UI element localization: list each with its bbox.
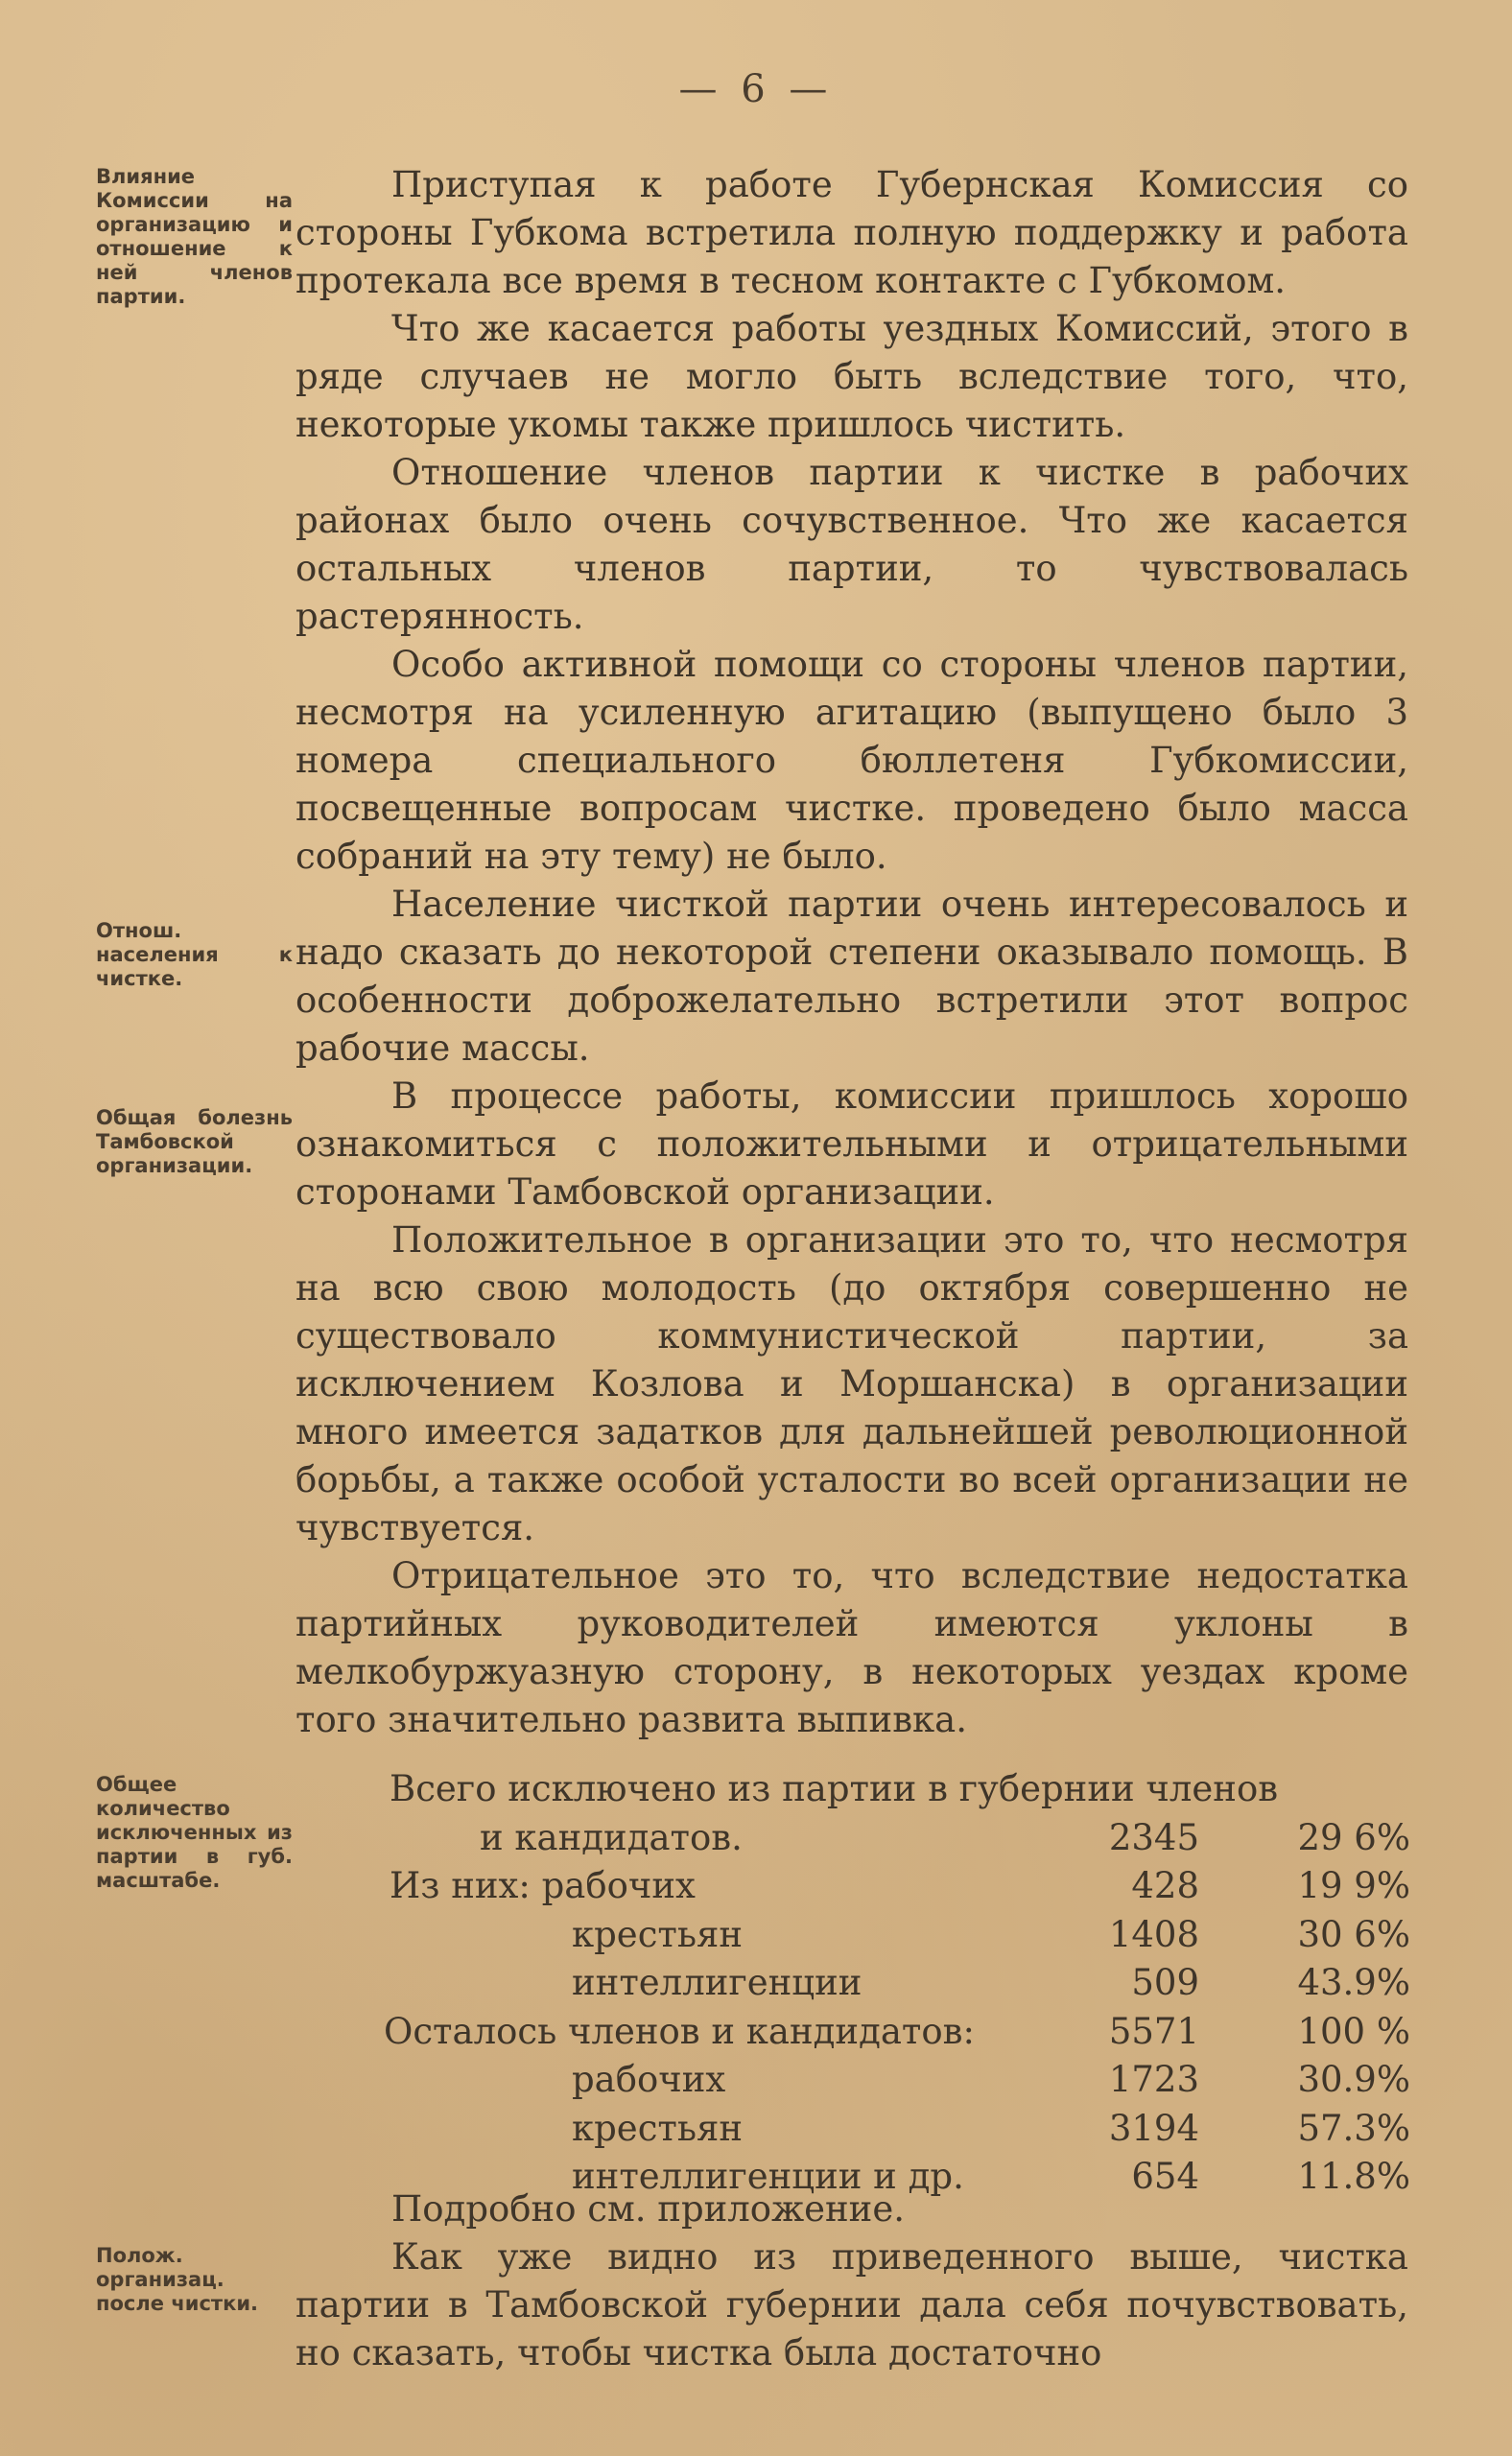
stats-header-row <box>384 1765 1410 1814</box>
row-label: Из них: рабочих <box>390 1865 696 1906</box>
table-row <box>384 1911 1410 1960</box>
row-percent: 29 6% <box>1297 1816 1410 1858</box>
row-percent: 30.9% <box>1297 2059 1410 2100</box>
paragraph: В процессе работы, комиссии пришлось хорошо ознакомиться с положительными и отрицательными сторонами Тамбовской организации. <box>295 1075 1408 1213</box>
margin-note-population-attitude: Отнош. населения к чистке. <box>96 919 293 990</box>
table-row <box>384 1814 1410 1863</box>
table-row <box>384 2056 1410 2105</box>
row-percent: 19 9% <box>1297 1865 1410 1906</box>
paragraph: Положительное в организации это то, что несмотря на всю свою молодость (до октября совершенно не существовало коммунистической партии, за исключением Козлова и Моршанска) в организации много имеется задатков для дальнейшей революционной борьбы, а также особой усталости во всей организации не чувствуется. <box>295 1219 1408 1548</box>
row-label: крестьян <box>572 1913 744 1955</box>
paragraph: Как уже видно из приведенного выше, чистка партии в Тамбовской губернии дала себя почувствовать, но сказать, чтобы чистка была достаточно <box>295 2236 1408 2373</box>
row-number: 654 <box>1131 2156 1199 2197</box>
margin-note-commission-influence: Влияние Комиссии на организацию и отношение к ней членов партии. <box>96 165 293 308</box>
row-number: 1723 <box>1108 2059 1199 2100</box>
row-label: интеллигенции и др. <box>572 2156 964 2197</box>
table-row <box>384 2105 1410 2154</box>
paragraph: Население чисткой партии очень интересовалось и надо сказать до некоторой степени оказывало помощь. В особенности доброжелательно встретили этот вопрос рабочие массы. <box>295 884 1408 1069</box>
table-row <box>384 2008 1410 2057</box>
paragraph: Подробно см. приложение. <box>391 2188 905 2230</box>
row-percent: 30 6% <box>1297 1913 1410 1955</box>
margin-note-organization-after-purge: Полож. организац. после чистки. <box>96 2244 259 2315</box>
margin-note-total-expelled: Общее количество исключенных из партии в губ. масштабе. <box>96 1773 293 1892</box>
table-row <box>384 1862 1410 1911</box>
paragraph: Что же касается работы уездных Комиссий, этого в ряде случаев не могло быть вследствие того, что, некоторые укомы также пришлось чистить. <box>295 308 1408 445</box>
row-label: рабочих <box>572 2059 726 2100</box>
row-number: 5571 <box>1108 2010 1199 2052</box>
row-number: 509 <box>1131 1962 1199 2003</box>
row-percent: 11.8% <box>1297 2156 1410 2197</box>
row-number: 428 <box>1131 1865 1199 1906</box>
row-label: Осталось членов и кандидатов: <box>384 2010 975 2052</box>
expulsion-statistics-table <box>384 1765 1410 2202</box>
row-number: 1408 <box>1108 1913 1199 1955</box>
stats-header: Всего исключено из партии в губернии членов <box>390 1768 1279 1809</box>
main-text-lower <box>295 2185 1408 2377</box>
paragraph: Отрицательное это то, что вследствие недостатка партийных руководителей имеются уклоны в мелкобуржуазную сторону, в некоторых уездах кроме того значительно развита выпивка. <box>295 1555 1408 1740</box>
page-number: — 6 — <box>678 67 834 111</box>
main-text-upper <box>295 161 1408 1744</box>
paragraph: Отношение членов партии к чистке в рабочих районах было очень сочувственное. Что же касается остальных членов партии, то чувствовалась растерянность. <box>295 452 1408 637</box>
row-label: крестьян <box>572 2107 744 2149</box>
row-percent: 100 % <box>1297 2010 1410 2052</box>
margin-note-general-illness: Общая болезнь Тамбовской организации. <box>96 1106 293 1177</box>
paragraph: Особо активной помощи со стороны членов партии, несмотря на усиленную агитацию (выпущено было 3 номера специального бюллетеня Губкомиссии, посвещенные вопросам чистке. проведено было масса собраний на эту тему) не было. <box>295 644 1408 877</box>
row-number: 2345 <box>1108 1816 1199 1858</box>
row-label: интеллигенции <box>572 1962 862 2003</box>
row-number: 3194 <box>1108 2107 1199 2149</box>
row-percent: 57.3% <box>1297 2107 1410 2149</box>
table-row <box>384 1959 1410 2008</box>
paragraph: Приступая к работе Губернская Комиссия со стороны Губкома встретила полную поддержку и работа протекала все время в тесном контакте с Губкомом. <box>295 164 1408 301</box>
row-label: и кандидатов. <box>480 1816 743 1858</box>
row-percent: 43.9% <box>1297 1962 1410 2003</box>
